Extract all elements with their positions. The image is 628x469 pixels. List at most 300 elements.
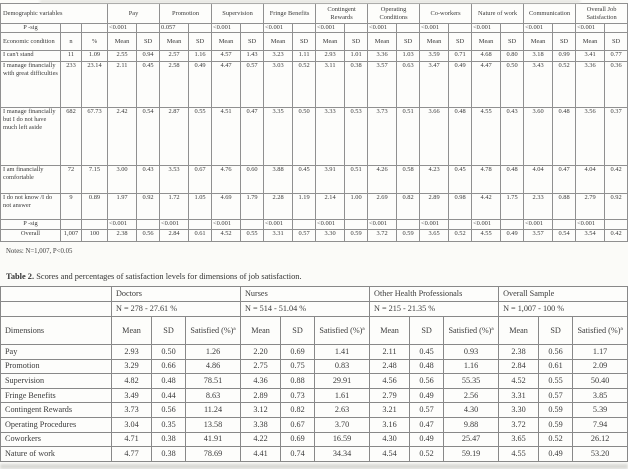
cell-value: 0.48 — [152, 374, 186, 389]
percent-value: 7.15 — [82, 166, 108, 194]
cell-value: 4.71 — [112, 432, 152, 447]
cell-value: 1.75 — [501, 194, 524, 220]
cell-value: 1.26 — [186, 345, 241, 360]
stat-header: SD — [539, 317, 573, 345]
mean-header: Mean — [264, 33, 293, 51]
cell-value: 0.59 — [397, 230, 420, 242]
cutoff-next-row — [0, 464, 628, 469]
table-row — [1, 166, 628, 194]
sd-header: SD — [189, 33, 212, 51]
cell-value: 0.54 — [553, 230, 576, 242]
n-value: 1,007 — [61, 230, 82, 242]
cell-value: 0.38 — [152, 432, 186, 447]
cell-value: 4.55 — [472, 108, 501, 166]
cell-value: 0.55 — [241, 230, 264, 242]
cell-value: 0.49 — [410, 432, 444, 447]
cell-value: 4.41 — [241, 447, 281, 462]
cell-value: 3.38 — [241, 417, 281, 432]
n-header: n — [61, 33, 82, 51]
table-row — [1, 374, 628, 389]
stat-header: SD — [152, 317, 186, 345]
cell-value: 0.49 — [410, 388, 444, 403]
cell-value: 3.73 — [112, 403, 152, 418]
empty-cell — [293, 24, 316, 33]
cell-value: 0.53 — [345, 108, 368, 166]
mean-header: Mean — [108, 33, 137, 51]
cell-value: 2.38 — [499, 345, 539, 360]
cell-value: 3.57 — [524, 230, 553, 242]
cell-value: 0.82 — [281, 403, 315, 418]
empty-cell — [241, 24, 264, 33]
empty-cell — [189, 24, 212, 33]
cell-value: 2.93 — [112, 345, 152, 360]
table-row — [1, 108, 628, 166]
cell-value: 0.59 — [539, 417, 573, 432]
mean-header: Mean — [368, 33, 397, 51]
table2-group-n-row — [1, 302, 628, 317]
cell-value: 11.24 — [186, 403, 241, 418]
dimension-label: Contingent Rewards — [1, 403, 112, 418]
cell-value: 2.33 — [524, 194, 553, 220]
cell-value: 2.14 — [316, 194, 345, 220]
percent-value: 67.73 — [82, 108, 108, 166]
cell-value: 3.18 — [524, 51, 553, 62]
empty-cell — [553, 220, 576, 230]
dimension-group-header-7: Nature of work — [472, 4, 524, 24]
cell-value: 13.58 — [186, 417, 241, 432]
cell-value: 0.35 — [152, 417, 186, 432]
sd-header: SD — [345, 33, 368, 51]
mean-header: Mean — [160, 33, 189, 51]
cell-value: 4.52 — [499, 374, 539, 389]
cell-value: 2.55 — [108, 51, 137, 62]
table1-notes: Notes: N=1,007, P<0.05 — [6, 248, 73, 255]
cell-value: 4.26 — [368, 166, 397, 194]
cell-value: 0.51 — [345, 166, 368, 194]
sd-header: SD — [449, 33, 472, 51]
cell-value: 3.31 — [264, 230, 293, 242]
table2-header — [1, 287, 628, 345]
percent-value: 1.09 — [82, 51, 108, 62]
cell-value: 0.47 — [241, 108, 264, 166]
cell-value: 0.56 — [539, 345, 573, 360]
n-value: 233 — [61, 62, 82, 108]
cell-value: 2.20 — [241, 345, 281, 360]
table1-psig-bottom-row — [1, 220, 628, 230]
psig-value-9: <0.001 — [576, 24, 605, 33]
n-value: 11 — [61, 51, 82, 62]
cell-value: 0.45 — [137, 62, 160, 108]
percent-value: 100 — [82, 230, 108, 242]
n-value: 72 — [61, 166, 82, 194]
cell-value: 29.91 — [315, 374, 370, 389]
cell-value: 0.61 — [539, 359, 573, 374]
empty-cell — [605, 24, 628, 33]
psig-value-7: <0.001 — [472, 24, 501, 33]
empty-cell — [241, 220, 264, 230]
psig-value-3: <0.001 — [264, 24, 293, 33]
psig-value-5: <0.001 — [368, 24, 397, 33]
cell-value: 3.57 — [368, 62, 397, 108]
empty-cell — [501, 24, 524, 33]
cell-value: 3.56 — [576, 108, 605, 166]
cell-value: 0.43 — [501, 108, 524, 166]
psig-value-2: <0.001 — [212, 220, 241, 230]
row-label: I can't stand — [1, 51, 61, 62]
cell-value: 1.03 — [397, 51, 420, 62]
cell-value: 3.00 — [108, 166, 137, 194]
cell-value: 0.59 — [539, 403, 573, 418]
cell-value: 4.57 — [212, 51, 241, 62]
cell-value: 0.44 — [152, 388, 186, 403]
psig-value-8: <0.001 — [524, 24, 553, 33]
cell-value: 0.38 — [345, 62, 368, 108]
dimension-label: Nature of work — [1, 447, 112, 462]
cell-value: 4.54 — [370, 447, 410, 462]
table2-caption-text: Scores and percentages of satisfaction levels for dimensions of job satisfaction. — [34, 272, 302, 281]
table-row — [1, 345, 628, 360]
stat-header: Satisfied (%)ª — [315, 317, 370, 345]
cell-value: 4.82 — [112, 374, 152, 389]
percent-value: 23.14 — [82, 62, 108, 108]
cell-value: 2.11 — [370, 345, 410, 360]
sd-header: SD — [397, 33, 420, 51]
scan-artifact-top — [40, 0, 580, 3]
cell-value: 0.92 — [137, 194, 160, 220]
empty-cell — [293, 220, 316, 230]
table1-economic-condition-satisfaction — [0, 3, 628, 242]
cell-value: 3.21 — [370, 403, 410, 418]
group-name-1: Nurses — [241, 287, 370, 302]
cell-value: 0.69 — [281, 432, 315, 447]
cell-value: 1.01 — [345, 51, 368, 62]
row-label: I manage financially but I do not have much left aside — [1, 108, 61, 166]
row-label: I do not know /I do not answer — [1, 194, 61, 220]
psig-value-1: <0.001 — [160, 220, 189, 230]
psig-value-4: <0.001 — [316, 24, 345, 33]
cell-value: 55.35 — [444, 374, 499, 389]
cell-value: 7.94 — [573, 417, 628, 432]
cell-value: 0.52 — [553, 62, 576, 108]
table2-column-header-row — [1, 317, 628, 345]
table-row — [1, 62, 628, 108]
cell-value: 0.36 — [605, 62, 628, 108]
cell-value: 0.56 — [137, 230, 160, 242]
dimension-label: Promotion — [1, 359, 112, 374]
cell-value: 3.36 — [576, 62, 605, 108]
empty-cell — [137, 220, 160, 230]
cell-value: 1.17 — [573, 345, 628, 360]
cell-value: 1.00 — [345, 194, 368, 220]
cell-value: 4.76 — [212, 166, 241, 194]
empty-cell — [82, 24, 108, 33]
demographic-variables-header: Demographic variables — [1, 4, 108, 24]
row-label: I manage financially with great difficulties — [1, 62, 61, 108]
dimension-group-header-1: Promotion — [160, 4, 212, 24]
stat-header: Mean — [370, 317, 410, 345]
sd-header: SD — [605, 33, 628, 51]
cell-value: 41.91 — [186, 432, 241, 447]
psig-value-6: <0.001 — [420, 220, 449, 230]
sd-header: SD — [137, 33, 160, 51]
cell-value: 0.55 — [539, 374, 573, 389]
cell-value: 1.43 — [241, 51, 264, 62]
cell-value: 1.11 — [293, 51, 316, 62]
cell-value: 2.48 — [370, 359, 410, 374]
cell-value: 3.53 — [160, 166, 189, 194]
n-value: 9 — [61, 194, 82, 220]
cell-value: 2.58 — [160, 62, 189, 108]
stat-header: Satisfied (%)ª — [444, 317, 499, 345]
cell-value: 16.59 — [315, 432, 370, 447]
cell-value: 0.67 — [281, 417, 315, 432]
cell-value: 0.47 — [553, 166, 576, 194]
cell-value: 1.41 — [315, 345, 370, 360]
table2-satisfaction-levels — [0, 286, 628, 462]
empty-cell — [345, 220, 368, 230]
sd-header: SD — [241, 33, 264, 51]
cell-value: 50.40 — [573, 374, 628, 389]
dimensions-header: Dimensions — [1, 317, 112, 345]
cell-value: 0.99 — [553, 51, 576, 62]
cell-value: 2.57 — [160, 51, 189, 62]
cell-value: 3.30 — [499, 403, 539, 418]
cell-value: 4.47 — [212, 62, 241, 108]
cell-value: 0.52 — [539, 432, 573, 447]
cell-value: 0.88 — [553, 194, 576, 220]
cell-value: 0.73 — [281, 388, 315, 403]
cell-value: 3.03 — [264, 62, 293, 108]
empty-cell — [553, 24, 576, 33]
cell-value: 3.33 — [316, 108, 345, 166]
empty-cell — [82, 220, 108, 230]
stat-header: Mean — [499, 317, 539, 345]
table2-body — [1, 345, 628, 462]
cell-value: 1.61 — [315, 388, 370, 403]
psig-value-6: <0.001 — [420, 24, 449, 33]
cell-value: 2.11 — [108, 62, 137, 108]
sd-header: SD — [553, 33, 576, 51]
cell-value: 5.39 — [573, 403, 628, 418]
table-row — [1, 432, 628, 447]
cell-value: 3.65 — [499, 432, 539, 447]
cell-value: 3.43 — [524, 62, 553, 108]
cell-value: 0.88 — [281, 374, 315, 389]
cell-value: 0.83 — [315, 359, 370, 374]
cell-value: 0.49 — [539, 447, 573, 462]
mean-header: Mean — [524, 33, 553, 51]
stat-header: Mean — [241, 317, 281, 345]
cell-value: 3.60 — [524, 108, 553, 166]
cell-value: 3.66 — [420, 108, 449, 166]
cell-value: 0.69 — [281, 345, 315, 360]
cell-value: 0.50 — [501, 62, 524, 108]
cell-value: 53.20 — [573, 447, 628, 462]
dimension-group-header-6: Co-workers — [420, 4, 472, 24]
cell-value: 4.36 — [241, 374, 281, 389]
cell-value: 4.42 — [472, 194, 501, 220]
table-row — [1, 51, 628, 62]
empty-cell — [345, 24, 368, 33]
cell-value: 0.92 — [605, 194, 628, 220]
table1-group-header-row — [1, 4, 628, 24]
cell-value: 2.63 — [315, 403, 370, 418]
cell-value: 0.48 — [501, 166, 524, 194]
cell-value: 1.19 — [293, 194, 316, 220]
psig-value-8: <0.001 — [524, 220, 553, 230]
cell-value: 0.56 — [152, 403, 186, 418]
dimension-label: Supervision — [1, 374, 112, 389]
cell-value: 0.98 — [449, 194, 472, 220]
cell-value: 0.55 — [189, 108, 212, 166]
cell-value: 78.69 — [186, 447, 241, 462]
cell-value: 2.56 — [444, 388, 499, 403]
cell-value: 8.63 — [186, 388, 241, 403]
cell-value: 4.30 — [370, 432, 410, 447]
cell-value: 2.93 — [316, 51, 345, 62]
cell-value: 2.84 — [499, 359, 539, 374]
dimension-group-header-3: Fringe Benefits — [264, 4, 316, 24]
cell-value: 3.73 — [368, 108, 397, 166]
mean-header: Mean — [420, 33, 449, 51]
psig-value-9: <0.001 — [576, 220, 605, 230]
cell-value: 2.79 — [576, 194, 605, 220]
cell-value: 0.77 — [605, 51, 628, 62]
stat-header: Satisfied (%)ª — [573, 317, 628, 345]
table2-group-name-row — [1, 287, 628, 302]
table1-psig-header-row — [1, 24, 628, 33]
table2-caption — [6, 272, 628, 281]
cell-value: 0.47 — [410, 417, 444, 432]
cell-value: 0.57 — [241, 62, 264, 108]
dimension-group-header-9: Overall Job Satisfaction — [576, 4, 628, 24]
cell-value: 0.82 — [397, 194, 420, 220]
cell-value: 2.38 — [108, 230, 137, 242]
cell-value: 0.61 — [189, 230, 212, 242]
cell-value: 3.36 — [368, 51, 397, 62]
percent-value: 0.89 — [82, 194, 108, 220]
cell-value: 2.87 — [160, 108, 189, 166]
psig-value-4: <0.001 — [316, 220, 345, 230]
cell-value: 2.89 — [420, 194, 449, 220]
stat-header: SD — [281, 317, 315, 345]
empty-cell — [449, 220, 472, 230]
cell-value: 1.05 — [189, 194, 212, 220]
group-name-3: Overall Sample — [499, 287, 628, 302]
cell-value: 4.69 — [212, 194, 241, 220]
cell-value: 0.48 — [449, 108, 472, 166]
cell-value: 4.22 — [241, 432, 281, 447]
cell-value: 3.11 — [316, 62, 345, 108]
table1-body — [1, 51, 628, 242]
cell-value: 3.54 — [576, 230, 605, 242]
cell-value: 3.41 — [576, 51, 605, 62]
psig-value-5: <0.001 — [368, 220, 397, 230]
cell-value: 0.93 — [444, 345, 499, 360]
cell-value: 2.79 — [370, 388, 410, 403]
cell-value: 0.59 — [345, 230, 368, 242]
cell-value: 3.85 — [573, 388, 628, 403]
cell-value: 3.35 — [264, 108, 293, 166]
cell-value: 3.59 — [420, 51, 449, 62]
dimension-group-header-2: Supervision — [212, 4, 264, 24]
table1-column-header-row — [1, 33, 628, 51]
dimension-group-header-0: Pay — [108, 4, 160, 24]
table-row — [1, 194, 628, 220]
cell-value: 3.91 — [316, 166, 345, 194]
cell-value: 3.88 — [264, 166, 293, 194]
cell-value: 4.04 — [576, 166, 605, 194]
cell-value: 3.23 — [264, 51, 293, 62]
cell-value: 4.52 — [212, 230, 241, 242]
psig-label: P -sig — [1, 220, 61, 230]
cell-value: 0.49 — [189, 62, 212, 108]
mean-header: Mean — [576, 33, 605, 51]
cell-value: 3.49 — [112, 388, 152, 403]
sd-header: SD — [501, 33, 524, 51]
cell-value: 2.69 — [368, 194, 397, 220]
table-row — [1, 359, 628, 374]
percent-header: % — [82, 33, 108, 51]
cell-value: 0.50 — [293, 108, 316, 166]
dimension-group-header-4: Contingent Rewards — [316, 4, 368, 24]
psig-value-2: <0.001 — [212, 24, 241, 33]
cell-value: 4.78 — [472, 166, 501, 194]
mean-header: Mean — [212, 33, 241, 51]
empty-cell — [397, 24, 420, 33]
cell-value: 0.52 — [449, 230, 472, 242]
dimension-label: Pay — [1, 345, 112, 360]
cell-value: 0.71 — [449, 51, 472, 62]
cell-value: 0.42 — [605, 166, 628, 194]
cell-value: 0.60 — [241, 166, 264, 194]
cell-value: 0.57 — [410, 403, 444, 418]
cell-value: 9.88 — [444, 417, 499, 432]
cell-value: 3.72 — [499, 417, 539, 432]
cell-value: 0.52 — [293, 62, 316, 108]
cell-value: 1.16 — [444, 359, 499, 374]
psig-value-1: 0.057 — [160, 24, 189, 33]
cell-value: 0.66 — [152, 359, 186, 374]
cell-value: 78.51 — [186, 374, 241, 389]
empty-cell — [501, 220, 524, 230]
table1-header — [1, 4, 628, 51]
cell-value: 4.86 — [186, 359, 241, 374]
dimension-group-header-5: Operating Conditions — [368, 4, 420, 24]
cell-value: 0.48 — [410, 359, 444, 374]
cell-value: 0.45 — [410, 345, 444, 360]
cell-value: 0.57 — [539, 388, 573, 403]
cell-value: 0.49 — [449, 62, 472, 108]
mean-header: Mean — [472, 33, 501, 51]
cell-value: 3.65 — [420, 230, 449, 242]
cell-value: 0.58 — [397, 166, 420, 194]
empty-cell — [189, 220, 212, 230]
group-name-0: Doctors — [112, 287, 241, 302]
table-row — [1, 388, 628, 403]
cell-value: 2.42 — [108, 108, 137, 166]
dimension-group-header-8: Communication — [524, 4, 576, 24]
empty-cell — [61, 24, 82, 33]
cell-value: 3.30 — [316, 230, 345, 242]
stat-header: SD — [410, 317, 444, 345]
cell-value: 4.55 — [472, 230, 501, 242]
stat-header: Mean — [112, 317, 152, 345]
table-row — [1, 417, 628, 432]
stat-header: Satisfied (%)ª — [186, 317, 241, 345]
cell-value: 4.30 — [444, 403, 499, 418]
cell-value: 59.19 — [444, 447, 499, 462]
